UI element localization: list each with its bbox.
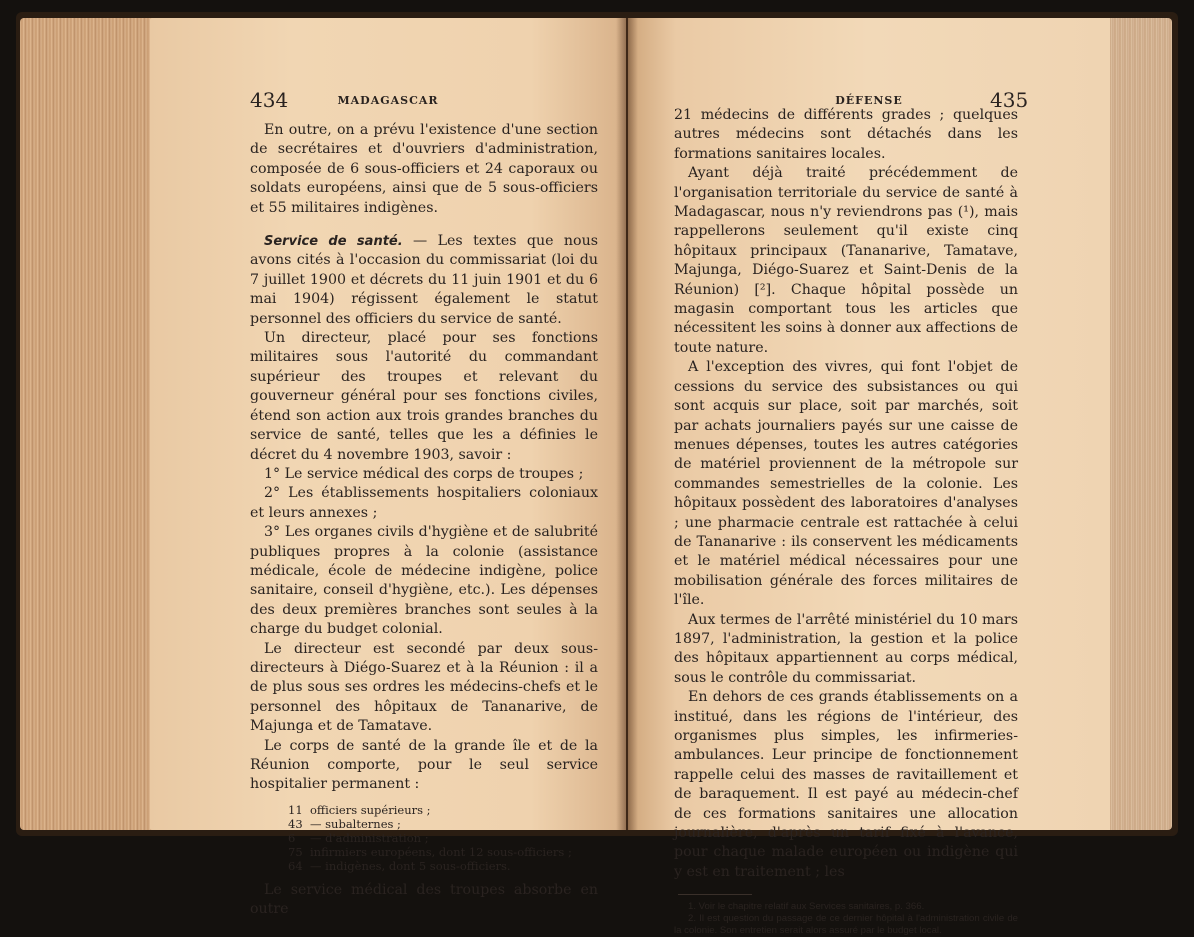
left-running-head	[150, 88, 626, 118]
paragraph: Ayant déjà traité précédemment de l'organisation territoriale du service de santé à Madagascar, nous n'y reviendrons pas (¹), mais rappellerons seulement qu'il existe cinq hôpitaux principaux (Tananarive, Tamatave, Majunga, Diégo-Suarez et Saint-Denis de la Réunion) [²]. Chaque hôpital possède un magasin comportant tous les articles que nécessitent les soins à donner aux affections de toute nature.	[674, 165, 1018, 356]
paragraph: Un directeur, placé pour ses fonctions militaires sous l'autorité du commandant supérieur des troupes et relevant du gouverneur général pour ses fonctions civiles, étend son action aux trois grandes branches du service de santé, telles que les a définies le décret du 4 novembre 1903, savoir :	[250, 330, 598, 463]
left-header-title: MADAGASCAR	[337, 94, 439, 107]
footnote: 2. Il est question du passage de ce dernier hôpital à l'administration civile de la colonie. Son entretien serait alors assuré par le budget local.	[674, 913, 1018, 937]
right-page-number: 435	[990, 88, 1029, 112]
paragraph: En outre, on a prévu l'existence d'une section de secrétaires et d'ouvriers d'administration, composée de 6 sous-officiers et 24 caporaux ou soldats européens, ainsi que de 5 sous-officiers et 55 militaires indigènes.	[250, 122, 598, 216]
paragraph: 21 médecins de différents grades ; quelques autres médecins sont détachés dans les formations sanitaires locales.	[674, 107, 1018, 162]
sante-intro: — Les textes que nous avons cités à l'occasion du commissariat (loi du 7 juillet 1900 et décrets du 11 juin 1901 et du 6 mai 1904) régissent également le statut personnel des officiers du service de santé.	[250, 233, 598, 327]
list-paragraph: 1° Le service médical des corps de troupes ;	[264, 465, 584, 482]
list-item: 11 officiers supérieurs ;	[288, 802, 431, 817]
left-page-number: 434	[250, 88, 289, 112]
left-page-text	[250, 121, 598, 920]
section-heading: Service de santé.	[264, 234, 403, 250]
footnote-rule	[678, 894, 752, 895]
footnote: 1. Voir le chapitre relatif aux Services sanitaires, p. 366.	[688, 901, 925, 913]
right-header-title: DÉFENSE	[835, 94, 903, 107]
list-item: 43 — subalternes ;	[288, 816, 401, 831]
right-page-edges	[1108, 18, 1172, 830]
right-page-text	[674, 106, 1018, 937]
left-page	[150, 18, 626, 918]
list-item: 64 — indigènes, dont 5 sous-officiers.	[288, 858, 511, 873]
paragraph: A l'exception des vivres, qui font l'objet de cessions du service des subsistances ou qui sont acquis sur place, soit par marchés, soit par achats journaliers payés sur une caisse de menues dépenses, toutes les autres catégories de matériel proviennent de la métropole sur commandes semestrielles de la colonie. Les hôpitaux possèdent des laboratoires d'analyses ; une pharmacie centrale est rattachée à celui de Tananarive : ils conservent les médicaments et le matériel médical nécessaires pour une mobilisation générale des forces militaires de l'île.	[674, 359, 1018, 609]
book-gutter	[616, 18, 638, 830]
list-item: 6 — d'administration ;	[288, 830, 429, 845]
paragraph: En dehors de ces grands établissements on a institué, dans les régions de l'intérieur, des organismes plus simples, les infirmeries-ambulances. Leur principe de fonctionnement rappelle celui des masses de ravitaillement et de baraquement. Il est payé au médecin-chef de ces formations sanitaires une allocation journalière, d'après un tarif fixé à l'avance, pour chaque malade européen ou indigène qui y est en traitement ; les	[674, 689, 1018, 880]
list-item: 75 infirmiers européens, dont 12 sous-officiers ;	[288, 844, 572, 859]
paragraph: Aux termes de l'arrêté ministériel du 10 mars 1897, l'administration, la gestion et la police des hôpitaux appartiennent au corps médical, sous le contrôle du commissariat.	[674, 611, 1018, 686]
personnel-list	[288, 803, 598, 873]
sante-paragraph	[250, 232, 598, 329]
paragraph: Le directeur est secondé par deux sous-directeurs à Diégo-Suarez et à la Réunion : il a de plus sous ses ordres les médecins-chefs et le personnel des hôpitaux de Tananarive, de Majunga et de Tamatave.	[250, 640, 598, 735]
paragraph: Le corps de santé de la grande île et de la Réunion comporte, pour le seul service hospitalier permanent :	[250, 737, 598, 793]
list-paragraph: 2° Les établissements hospitaliers coloniaux et leurs annexes ;	[250, 485, 598, 521]
list-paragraph: 3° Les organes civils d'hygiène et de salubrité publiques propres à la colonie (assistance médicale, école de médecine indigène, police sanitaire, conseil d'hygiène, etc.). Les dépenses des deux premières branches sont seules à la charge du budget colonial.	[250, 524, 598, 638]
left-page-edges	[20, 18, 152, 830]
right-page	[628, 18, 1110, 937]
footnotes	[674, 894, 1018, 937]
closing-line: Le service médical des troupes absorbe en outre	[250, 881, 598, 918]
